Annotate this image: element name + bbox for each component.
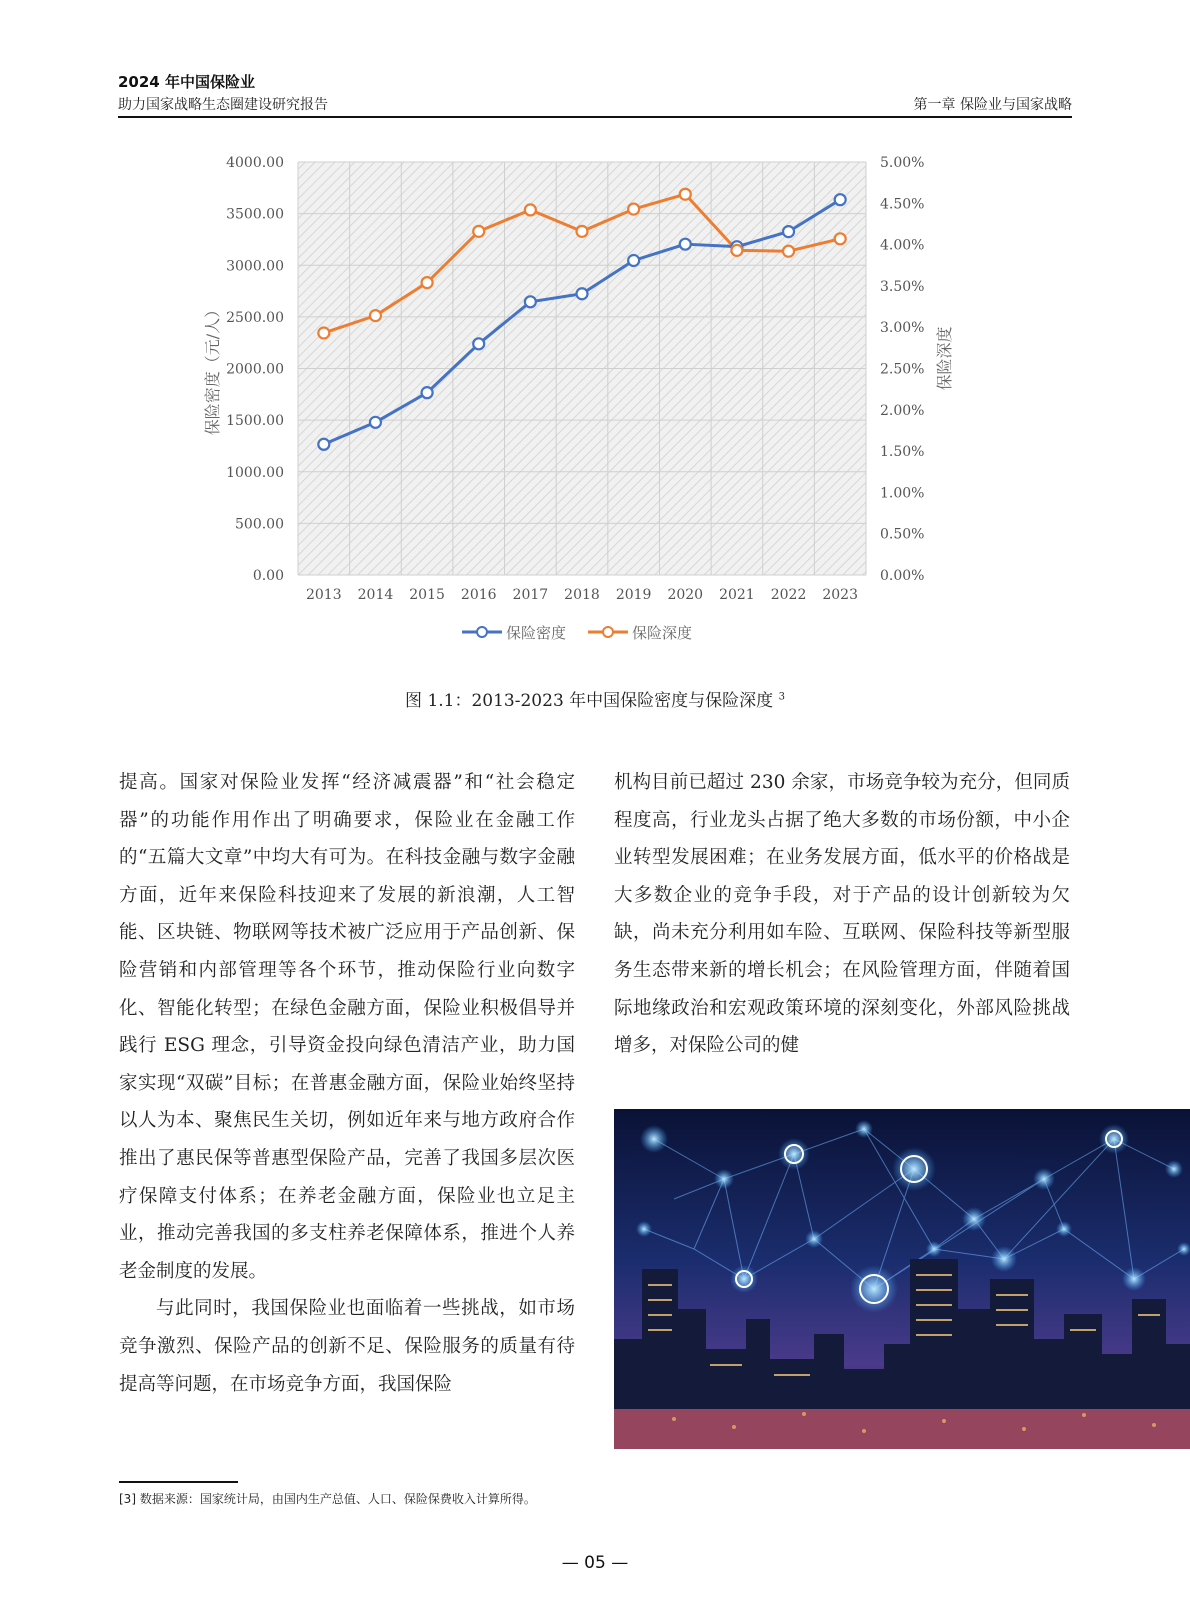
right-tick-label: 3.50% bbox=[880, 278, 925, 295]
x-tick-label: 2014 bbox=[357, 587, 394, 603]
data-point bbox=[318, 439, 329, 450]
data-point bbox=[731, 245, 742, 256]
data-point bbox=[680, 239, 691, 250]
data-point bbox=[525, 296, 536, 307]
legend-label: 保险深度 bbox=[632, 624, 693, 642]
legend-label: 保险密度 bbox=[506, 624, 567, 642]
paragraph: 机构目前已超过 230 余家，市场竞争较为充分，但同质程度高，行业龙头占据了绝大多数的市场份额，中小企业转型发展困难；在业务发展方面，低水平的价格战是大多数企业的竞争手段，对于产品的设计创新较为欠缺，尚未充分利用如车险、互联网、保险科技等新型服务生态带来新的增长机会；在风险管理方面，伴随着国际地缘政治和宏观政策环境的深刻变化，外部风险挑战增多，对保险公司的健 bbox=[614, 772, 1070, 1057]
left-tick-label: 3000.00 bbox=[226, 258, 284, 275]
legend-marker bbox=[603, 627, 613, 637]
footnote: [3] 数据来源：国家统计局，由国内生产总值、人口、保险保费收入计算所得。 bbox=[119, 1492, 536, 1506]
x-tick-label: 2015 bbox=[409, 587, 445, 603]
x-tick-label: 2020 bbox=[667, 587, 704, 603]
data-point bbox=[525, 204, 536, 215]
caption-text: 图 1.1：2013-2023 年中国保险密度与保险深度 bbox=[405, 691, 774, 711]
left-axis-label: 保险密度（元/人） bbox=[203, 301, 222, 436]
data-point bbox=[318, 327, 329, 338]
left-tick-label: 4000.00 bbox=[226, 155, 284, 171]
caption-footnote-ref: 3 bbox=[778, 691, 785, 703]
x-tick-label: 2018 bbox=[564, 587, 600, 603]
x-tick-label: 2019 bbox=[615, 587, 652, 603]
data-point bbox=[835, 194, 846, 205]
right-tick-label: 4.50% bbox=[880, 196, 925, 213]
right-tick-label: 0.00% bbox=[880, 568, 925, 584]
left-tick-label: 2500.00 bbox=[226, 309, 284, 326]
footnote-divider bbox=[119, 1481, 238, 1483]
data-point bbox=[473, 338, 484, 349]
right-axis-label: 保险深度 bbox=[935, 326, 954, 391]
right-tick-label: 0.50% bbox=[880, 526, 925, 543]
left-tick-label: 2000.00 bbox=[226, 361, 284, 378]
paragraph: 提高。国家对保险业发挥“经济减震器”和“社会稳定器”的功能作用作出了明确要求，保险业在金融工作的“五篇大文章”中均大有可为。在科技金融与数字金融方面，近年来保险科技迎来了发展的新浪潮，人工智能、区块链、物联网等技术被广泛应用于产品创新、保险营销和内部管理等各个环节，推动保险行业向数字化、智能化转型；在绿色金融方面，保险业积极倡导并践行 ESG 理念，引导资金投向绿色清洁产业，助力国家实现“双碳”目标；在普惠金融方面，保险业始终坚持以人为本、聚焦民生关切，例如近年来与地方政府合作推出了惠民保等普惠型保险产品，完善了我国多层次医疗保障支付体系；在养老金融方面，保险业也立足主业，推动完善我国的多支柱养老保障体系，推进个人养老金制度的发展。 bbox=[119, 772, 575, 1282]
legend-marker bbox=[477, 627, 487, 637]
smart-city-photo bbox=[614, 1109, 1190, 1449]
data-point bbox=[835, 233, 846, 244]
right-tick-label: 1.50% bbox=[880, 444, 925, 461]
report-title: 2024 年中国保险业 bbox=[118, 73, 255, 91]
header-divider bbox=[118, 116, 1072, 118]
x-tick-label: 2017 bbox=[512, 587, 549, 603]
data-point bbox=[628, 255, 639, 266]
left-tick-label: 500.00 bbox=[235, 516, 284, 533]
data-point bbox=[628, 204, 639, 215]
data-point bbox=[783, 226, 794, 237]
right-tick-label: 3.00% bbox=[880, 320, 925, 337]
left-tick-label: 1500.00 bbox=[226, 413, 284, 430]
left-column bbox=[119, 764, 575, 1403]
data-point bbox=[577, 288, 588, 299]
data-point bbox=[370, 417, 381, 428]
x-tick-label: 2022 bbox=[770, 587, 807, 603]
left-tick-label: 3500.00 bbox=[226, 206, 284, 223]
data-point bbox=[473, 226, 484, 237]
data-point bbox=[422, 277, 433, 288]
figure-caption bbox=[0, 686, 1190, 711]
data-point bbox=[577, 226, 588, 237]
data-point bbox=[680, 189, 691, 200]
left-tick-label: 1000.00 bbox=[226, 464, 284, 481]
page-number: — 05 — bbox=[561, 1553, 629, 1573]
insurance-chart bbox=[190, 148, 980, 668]
right-column bbox=[614, 764, 1070, 1065]
data-point bbox=[370, 310, 381, 321]
right-tick-label: 5.00% bbox=[880, 155, 925, 171]
report-subtitle: 助力国家战略生态圈建设研究报告 bbox=[118, 97, 328, 113]
x-tick-label: 2016 bbox=[460, 587, 497, 603]
right-tick-label: 4.00% bbox=[880, 237, 925, 254]
data-point bbox=[422, 387, 433, 398]
x-tick-label: 2013 bbox=[305, 587, 342, 603]
x-tick-label: 2023 bbox=[822, 587, 859, 603]
right-tick-label: 2.50% bbox=[880, 361, 925, 378]
right-tick-label: 2.00% bbox=[880, 402, 925, 419]
paragraph: 与此同时，我国保险业也面临着一些挑战，如市场竞争激烈、保险产品的创新不足、保险服务的质量有待提高等问题，在市场竞争方面，我国保险 bbox=[119, 1298, 575, 1395]
x-tick-label: 2021 bbox=[719, 587, 755, 603]
data-point bbox=[783, 246, 794, 257]
left-tick-label: 0.00 bbox=[252, 568, 284, 584]
right-tick-label: 1.00% bbox=[880, 485, 925, 502]
chapter-title: 第一章 保险业与国家战略 bbox=[913, 97, 1072, 113]
